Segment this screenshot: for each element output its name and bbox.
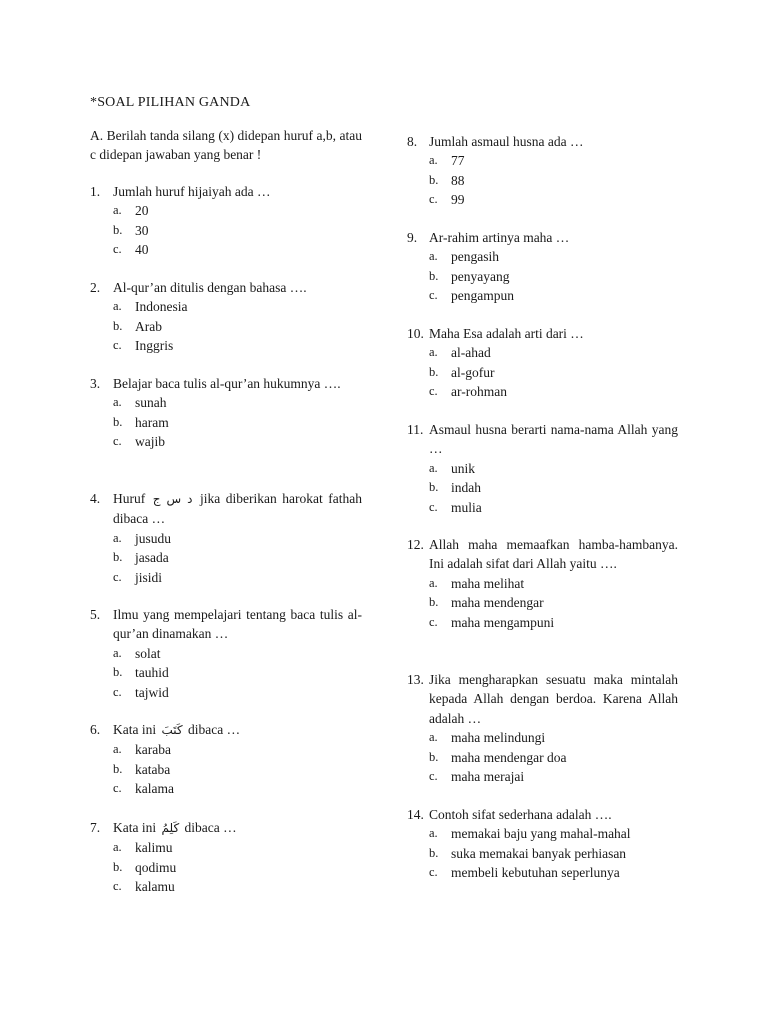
option-letter: a. (113, 395, 122, 410)
option-text: sunah (135, 395, 167, 411)
option-b[interactable] (90, 548, 362, 567)
question-text-before: Kata ini (113, 820, 157, 835)
option-b[interactable] (90, 413, 362, 432)
option-a[interactable] (90, 740, 362, 759)
option-c[interactable] (90, 568, 362, 587)
option-text: solat (135, 645, 161, 661)
option-text: mulia (451, 499, 482, 515)
option-text: Inggris (135, 338, 174, 354)
option-text: maha merajai (451, 769, 525, 784)
question-4 (90, 489, 362, 587)
question-text: Belajar baca tulis al-qur’an hukumnya …. (113, 376, 341, 391)
option-text: al-ahad (451, 345, 491, 361)
option-text: maha mendengar doa (451, 749, 567, 765)
question-10 (407, 324, 678, 402)
option-letter: b. (113, 222, 123, 237)
question-text-after: dibaca … (188, 722, 241, 737)
question-number: 12. (407, 537, 424, 552)
option-b[interactable] (90, 317, 362, 336)
question-text: Contoh sifat sederhana adalah …. (429, 807, 612, 822)
option-b[interactable] (90, 221, 362, 240)
arabic-letters: د س ج (152, 492, 193, 506)
option-letter: b. (113, 550, 123, 565)
option-text: penyayang (451, 268, 510, 284)
option-text: 77 (451, 153, 465, 169)
option-letter: c. (113, 242, 122, 257)
option-text: maha mendengar (451, 595, 544, 611)
option-letter: a. (429, 730, 438, 745)
option-c[interactable] (407, 613, 678, 632)
option-letter: a. (429, 153, 438, 168)
option-b[interactable] (407, 171, 678, 190)
question-text-after: dibaca … (184, 820, 237, 835)
option-letter: b. (429, 364, 439, 379)
option-a[interactable] (90, 644, 362, 663)
option-text: maha melindungi (451, 730, 546, 746)
question-1 (90, 182, 362, 260)
question-text: Ar-rahim artinya maha … (429, 230, 570, 245)
option-text: 40 (135, 242, 149, 258)
question-text-after: jika diberikan harokat fathah dibaca … (113, 491, 362, 527)
question-text (113, 818, 362, 838)
question-2 (90, 278, 362, 356)
option-a[interactable] (90, 529, 362, 548)
option-letter: c. (113, 434, 122, 449)
option-text: ar-rohman (451, 384, 507, 400)
option-text: al-gofur (451, 364, 495, 380)
option-letter: a. (429, 575, 438, 590)
option-letter: c. (429, 499, 438, 514)
option-a[interactable] (407, 574, 678, 593)
question-number: 9. (407, 230, 418, 245)
option-text: memakai baju yang mahal-mahal (451, 826, 631, 842)
option-text: jusudu (135, 530, 172, 546)
option-letter: b. (429, 595, 439, 610)
question-number: 7. (90, 820, 101, 835)
option-text: unik (451, 460, 476, 476)
question-5 (90, 605, 362, 702)
option-text: haram (135, 414, 169, 430)
option-a[interactable] (90, 393, 362, 412)
question-text-before: Huruf (113, 491, 146, 506)
option-c[interactable] (90, 877, 362, 896)
question-number: 3. (90, 376, 101, 391)
question-text (113, 720, 362, 740)
option-letter: a. (113, 530, 122, 545)
option-letter: a. (113, 645, 122, 660)
option-letter: b. (113, 665, 123, 680)
option-c[interactable] (407, 382, 678, 401)
question-13 (407, 670, 678, 786)
question-number: 13. (407, 672, 424, 687)
question-number: 6. (90, 722, 101, 737)
option-letter: a. (113, 742, 122, 757)
option-b[interactable] (90, 760, 362, 779)
option-text: suka memakai banyak perhiasan (451, 845, 627, 861)
question-number: 4. (90, 491, 101, 506)
question-number: 5. (90, 607, 101, 622)
instruction-text: A. Berilah tanda silang (x) didepan huruf a,b, atau c didepan jawaban yang benar ! (90, 128, 362, 163)
option-c[interactable] (90, 336, 362, 355)
option-text: indah (451, 480, 481, 496)
option-letter: a. (113, 840, 122, 855)
question-text: Allah maha memaafkan hamba-hambanya. Ini adalah sifat dari Allah yaitu …. (429, 537, 678, 572)
question-number: 8. (407, 134, 418, 149)
option-letter: c. (113, 879, 122, 894)
option-a[interactable] (407, 459, 678, 478)
option-c[interactable] (90, 683, 362, 702)
option-text: 88 (451, 172, 465, 188)
option-letter: a. (429, 460, 438, 475)
option-text: membeli kebutuhan seperlunya (451, 865, 620, 881)
option-text: maha melihat (451, 575, 525, 591)
question-text-before: Kata ini (113, 722, 157, 737)
option-text: kataba (135, 761, 171, 777)
option-letter: c. (113, 338, 122, 353)
question-number: 2. (90, 280, 101, 295)
option-text: Arab (135, 318, 162, 334)
option-letter: a. (113, 203, 122, 218)
option-text: 30 (135, 222, 149, 238)
question-text: Ilmu yang mempelajari tentang baca tulis al-qur’an dinamakan … (113, 607, 362, 642)
option-text: jisidi (135, 569, 163, 585)
option-letter: a. (429, 826, 438, 841)
page-title: *SOAL PILIHAN GANDA (90, 95, 251, 110)
option-a[interactable] (90, 297, 362, 316)
option-letter: a. (429, 345, 438, 360)
option-letter: c. (429, 384, 438, 399)
option-text: karaba (135, 742, 171, 758)
option-text: Indonesia (135, 299, 188, 315)
arabic-word: كَلِمُ (161, 821, 180, 835)
option-letter: c. (113, 684, 122, 699)
option-b[interactable] (90, 663, 362, 682)
question-text: Jumlah huruf hijaiyah ada … (113, 184, 271, 199)
option-a[interactable] (90, 201, 362, 220)
option-c[interactable] (407, 286, 678, 305)
option-text: 99 (451, 192, 465, 208)
option-letter: c. (429, 769, 438, 783)
option-letter: a. (113, 299, 122, 314)
question-text (113, 489, 362, 529)
option-c[interactable] (407, 863, 678, 882)
option-letter: b. (429, 268, 439, 283)
option-text: jasada (135, 550, 169, 566)
question-7 (90, 818, 362, 897)
option-letter: c. (429, 288, 438, 303)
option-text: maha mengampuni (451, 614, 555, 630)
question-number: 14. (407, 807, 424, 822)
option-letter: b. (429, 845, 439, 860)
option-text: pengasih (451, 249, 499, 265)
option-text: qodimu (135, 859, 177, 875)
question-14 (407, 805, 678, 883)
option-a[interactable] (407, 343, 678, 362)
question-text: Jumlah asmaul husna ada … (429, 134, 584, 149)
option-letter: b. (113, 414, 123, 429)
option-letter: b. (113, 318, 123, 333)
question-11 (407, 420, 678, 517)
question-3 (90, 374, 362, 452)
option-letter: b. (113, 859, 123, 874)
option-letter: c. (429, 865, 438, 880)
question-number: 1. (90, 184, 101, 199)
question-12 (407, 535, 678, 632)
option-b[interactable] (407, 267, 678, 286)
arabic-word: كَتَبَ (161, 723, 183, 737)
option-c[interactable] (407, 767, 678, 786)
option-letter: b. (113, 761, 123, 776)
question-text: Maha Esa adalah arti dari … (429, 326, 584, 341)
option-b[interactable] (407, 844, 678, 863)
question-text: Al-qur’an ditulis dengan bahasa …. (113, 280, 307, 295)
option-b[interactable] (407, 593, 678, 612)
option-letter: a. (429, 249, 438, 264)
option-text: pengampun (451, 288, 514, 304)
question-number: 10. (407, 326, 424, 341)
question-text: Jika mengharapkan sesuatu maka mintalah kepada Allah dengan berdoa. Karena Allah adalah … (429, 672, 678, 726)
option-a[interactable] (407, 728, 678, 747)
option-a[interactable] (407, 247, 678, 266)
option-text: kalimu (135, 840, 173, 856)
option-c[interactable] (90, 779, 362, 798)
question-9 (407, 228, 678, 306)
option-c[interactable] (407, 190, 678, 209)
option-letter: b. (429, 480, 439, 495)
option-letter: c. (429, 614, 438, 629)
option-text: tauhid (135, 665, 169, 681)
option-c[interactable] (90, 240, 362, 259)
option-c[interactable] (90, 432, 362, 451)
option-b[interactable] (90, 858, 362, 877)
question-number: 11. (407, 422, 424, 437)
option-text: kalamu (135, 879, 175, 895)
option-text: 20 (135, 203, 149, 219)
option-a[interactable] (407, 151, 678, 170)
option-c[interactable] (407, 498, 678, 517)
question-8 (407, 132, 678, 210)
option-letter: b. (429, 172, 439, 187)
question-6 (90, 720, 362, 799)
option-a[interactable] (90, 838, 362, 857)
option-letter: c. (113, 569, 122, 584)
option-letter: b. (429, 749, 439, 764)
option-b[interactable] (407, 478, 678, 497)
option-text: wajib (135, 434, 165, 450)
option-b[interactable] (407, 363, 678, 382)
option-b[interactable] (407, 748, 678, 767)
option-a[interactable] (407, 824, 678, 843)
question-text: Asmaul husna berarti nama-nama Allah yang … (429, 422, 678, 457)
option-letter: c. (429, 192, 438, 207)
option-text: tajwid (135, 684, 169, 700)
option-text: kalama (135, 781, 174, 797)
option-letter: c. (113, 781, 122, 796)
